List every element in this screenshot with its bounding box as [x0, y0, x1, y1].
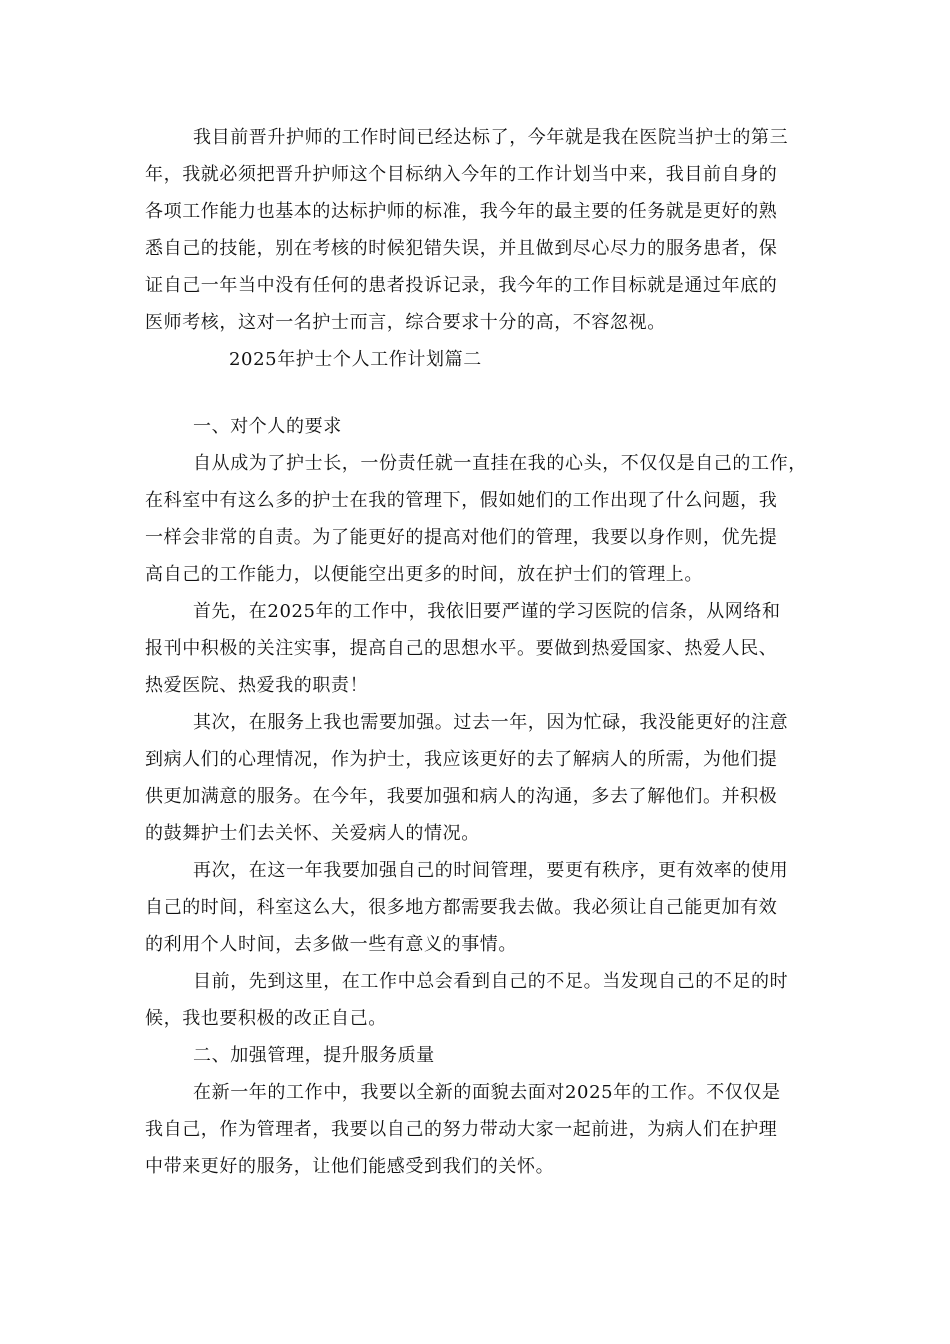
- paragraph-line: 候，我也要积极的改正自己。: [145, 1008, 387, 1029]
- paragraph-line: 在科室中有这么多的护士在我的管理下，假如她们的工作出现了什么问题，我: [145, 490, 778, 511]
- paragraph-line: 各项工作能力也基本的达标护师的标准，我今年的最主要的任务就是更好的熟: [145, 201, 778, 222]
- paragraph-line: 热爱医院、热爱我的职责！: [145, 675, 369, 696]
- paragraph-line: 年，我就必须把晋升护师这个目标纳入今年的工作计划当中来，我目前自身的: [145, 164, 778, 185]
- paragraph-line: 一样会非常的自责。为了能更好的提高对他们的管理，我要以身作则，优先提: [145, 527, 778, 548]
- section-heading: 一、对个人的要求: [193, 416, 342, 437]
- paragraph-line: 自从成为了护士长，一份责任就一直挂在我的心头，不仅仅是自己的工作，: [193, 453, 807, 474]
- paragraph-line: 报刊中积极的关注实事，提高自己的思想水平。要做到热爱国家、热爱人民、: [145, 638, 778, 659]
- paragraph-line: 医师考核，这对一名护士而言，综合要求十分的高，不容忽视。: [145, 312, 666, 333]
- paragraph-line: 证自己一年当中没有任何的患者投诉记录，我今年的工作目标就是通过年底的: [145, 275, 778, 296]
- section-title: 2025年护士个人工作计划篇二: [229, 349, 482, 370]
- paragraph-line: 再次，在这一年我要加强自己的时间管理，要更有秩序，更有效率的使用: [193, 860, 789, 881]
- paragraph-line: 首先，在2025年的工作中，我依旧要严谨的学习医院的信条，从网络和: [193, 601, 781, 622]
- paragraph-line: 目前，先到这里，在工作中总会看到自己的不足。当发现自己的不足的时: [193, 971, 789, 992]
- paragraph-line: 我目前晋升护师的工作时间已经达标了，今年就是我在医院当护士的第三: [193, 127, 789, 148]
- paragraph-line: 到病人们的心理情况，作为护士，我应该更好的去了解病人的所需，为他们提: [145, 749, 778, 770]
- paragraph-line: 其次，在服务上我也需要加强。过去一年，因为忙碌，我没能更好的注意: [193, 712, 789, 733]
- paragraph-line: 的鼓舞护士们去关怀、关爱病人的情况。: [145, 823, 480, 844]
- paragraph-line: 在新一年的工作中，我要以全新的面貌去面对2025年的工作。不仅仅是: [193, 1082, 781, 1103]
- paragraph-line: 的利用个人时间，去多做一些有意义的事情。: [145, 934, 517, 955]
- paragraph-line: 悉自己的技能，别在考核的时候犯错失误，并且做到尽心尽力的服务患者，保: [145, 238, 778, 259]
- paragraph-line: 高自己的工作能力，以便能空出更多的时间，放在护士们的管理上。: [145, 564, 703, 585]
- section-heading: 二、加强管理，提升服务质量: [193, 1045, 435, 1066]
- paragraph-line: 中带来更好的服务，让他们能感受到我们的关怀。: [145, 1156, 555, 1177]
- paragraph-line: 我自己，作为管理者，我要以自己的努力带动大家一起前进，为病人们在护理: [145, 1119, 778, 1140]
- paragraph-line: 自己的时间，科室这么大，很多地方都需要我去做。我必须让自己能更加有效: [145, 897, 778, 918]
- paragraph-line: 供更加满意的服务。在今年，我要加强和病人的沟通，多去了解他们。并积极: [145, 786, 778, 807]
